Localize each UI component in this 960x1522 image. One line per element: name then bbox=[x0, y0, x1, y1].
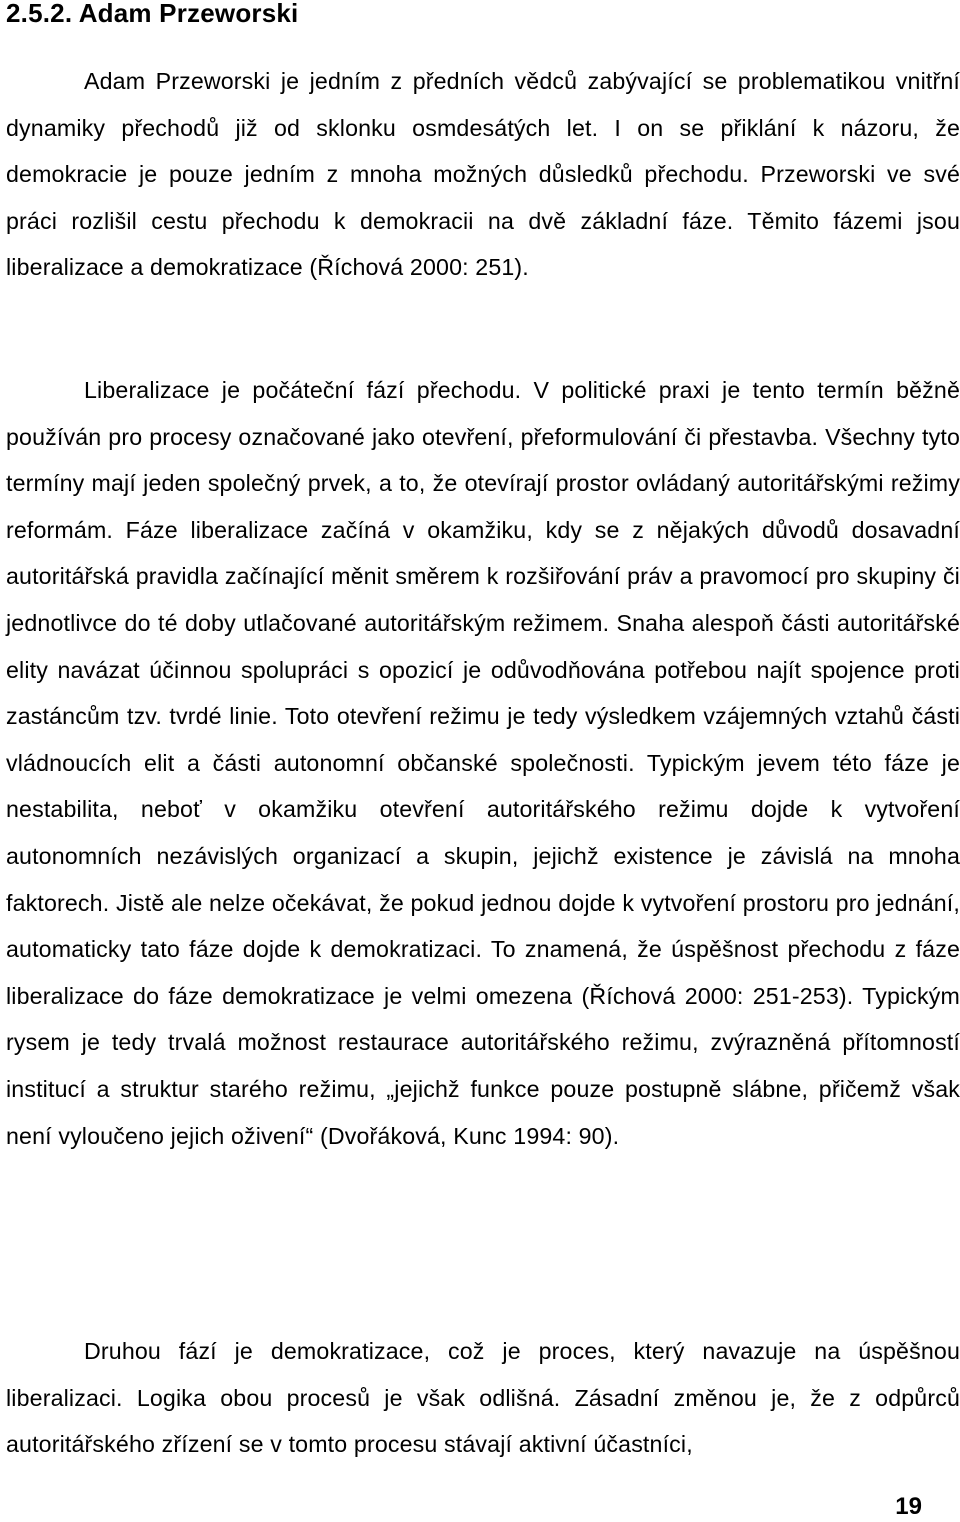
page-number: 19 bbox=[895, 1493, 922, 1520]
paragraph-intro: Adam Przeworski je jedním z předních vědců zabývající se problematikou vnitřní dynamiky přechodů již od sklonku osmdesátých let. I on se přiklání k názoru, že demokracie je pouze jedním z mnoha možných důsledků přechodu. Przeworski ve své práci rozlišil cestu přechodu k demokracii na dvě základní fáze. Těmito fázemi jsou liberalizace a demokratizace (Říchová 2000: 251). bbox=[6, 68, 960, 281]
paragraph-democratization: Druhou fází je demokratizace, což je proces, který navazuje na úspěšnou liberalizaci. Logika obou procesů je však odlišná. Zásadní změnou je, že z odpůrců autoritářského zřízení se v tomto procesu stávají aktivní účastníci, bbox=[6, 1338, 960, 1458]
paragraph-liberalization: Liberalizace je počáteční fází přechodu. V politické praxi je tento termín běžně používán pro procesy označované jako otevření, přeformulování či přestavba. Všechny tyto termíny mají jeden společný prvek, a to, že otevírají prostor ovládaný autoritářskými režimy reformám. Fáze liberalizace začíná v okamžiku, kdy se z nějakých důvodů dosavadní autoritářská pravidla začínající měnit směrem k rozšiřování práv a pravomocí pro skupiny či jednotlivce do té doby utlačované autoritářským režimem. Snaha alespoň části autoritářské elity navázat účinnou spolupráci s opozicí je odůvodňována potřebou najít spojence proti zastáncům tzv. tvrdé linie. Toto otevření režimu je tedy výsledkem vzájemných vztahů části vládnoucích elit a části autonomní občanské společnosti. Typickým jevem této fáze je nestabilita, neboť v okamžiku otevření autoritářského režimu dojde k vytvoření autonomních nezávislých organizací a skupin, jejichž existence je závislá na mnoha faktorech. Jistě ale nelze očekávat, že pokud jednou dojde k vytvoření prostoru pro jednání, automaticky tato fáze dojde k demokratizaci. To znamená, že úspěšnost přechodu z fáze liberalizace do fáze demokratizace je velmi omezena (Říchová 2000: 251-253). Typickým rysem je tedy trvalá možnost restaurace autoritářského režimu, zvýrazněná přítomností institucí a struktur starého režimu, „jejichž funkce pouze postupně slábne, přičemž však není vyloučeno jejich oživení“ (Dvořáková, Kunc 1994: 90). bbox=[6, 377, 960, 1149]
section-heading: 2.5.2. Adam Przeworski bbox=[6, 0, 299, 28]
